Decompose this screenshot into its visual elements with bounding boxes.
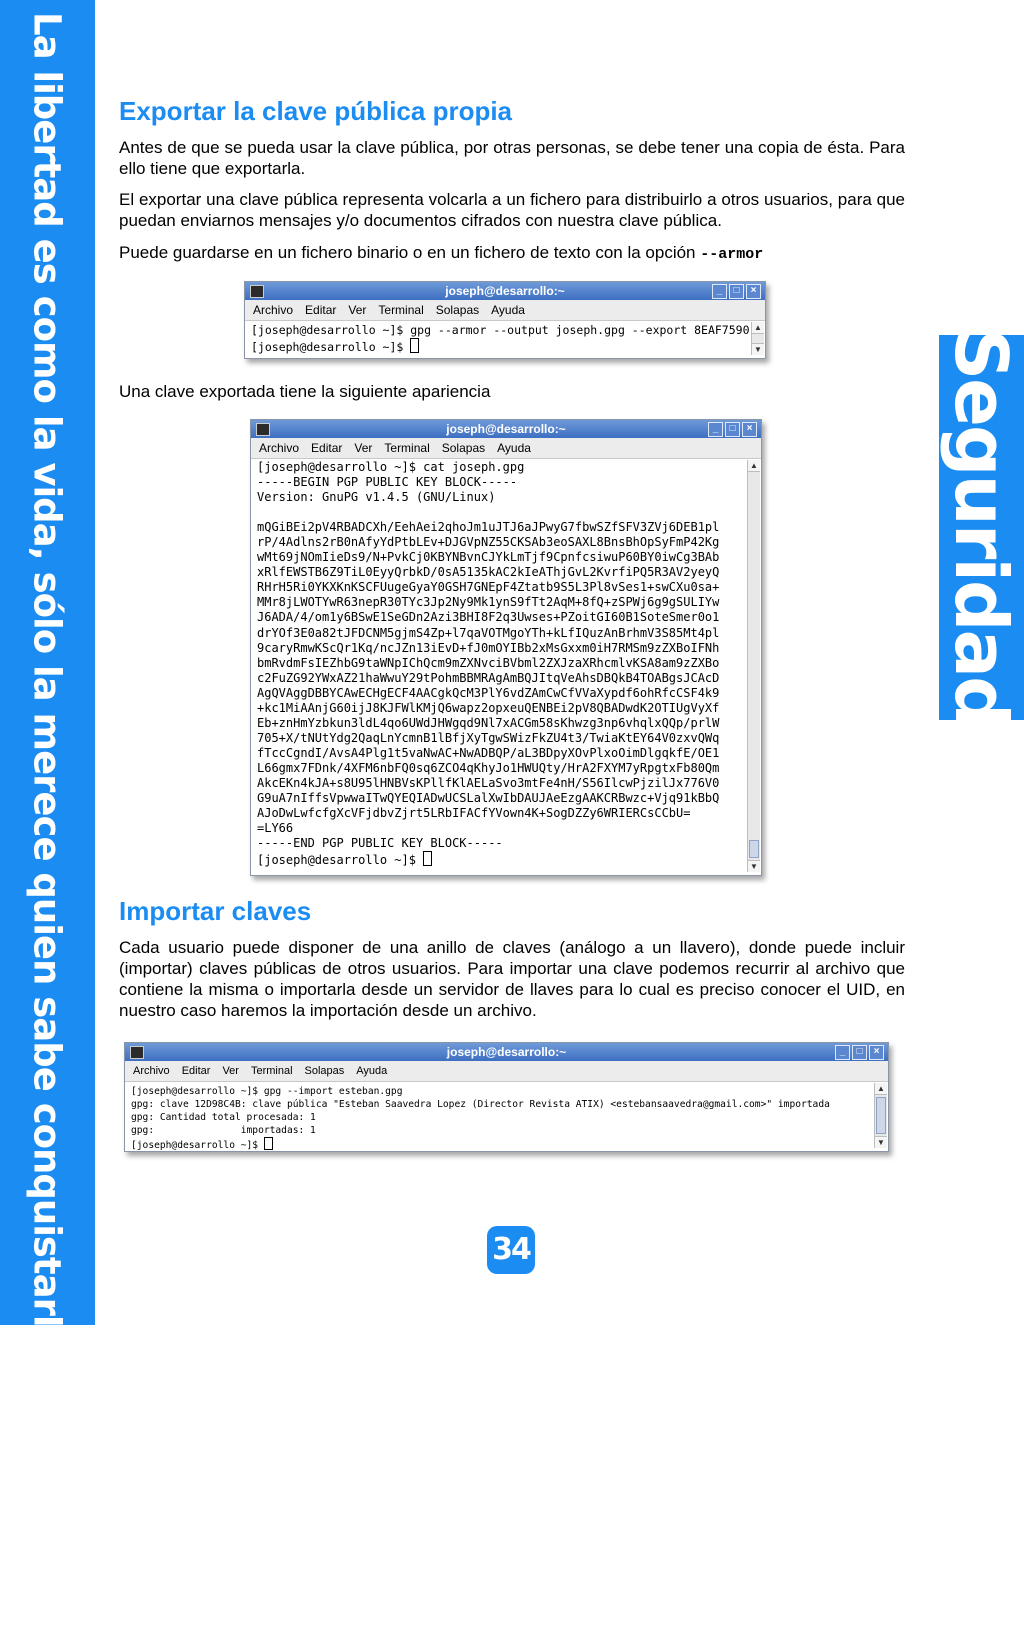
close-button[interactable]: × bbox=[746, 284, 761, 299]
terminal-line: xRlfEWSTB6Z9TiL0EyyQrbkD/0sA5135kAC2kIeAThjGvL2KvrfiPQ5R3AV2yeyQ bbox=[257, 565, 720, 580]
terminal-line: AJoDwLwfcfgXcVFjdbvZjrt5LRbIFACfYVown4K+SogDZZy6WRIERCsCCbU= bbox=[257, 806, 691, 821]
terminal-line: [joseph@desarrollo ~]$ cat joseph.gpg bbox=[257, 460, 525, 474]
terminal-title: joseph@desarrollo:~ bbox=[446, 1045, 567, 1059]
terminal-line: rP/4Adlns2rB0nAfyYdPtbLEv+DJGVpNZ55CKSAb3eoSAXL8BnsBhOpSyFmP42Kg bbox=[257, 535, 720, 550]
menu-terminal[interactable]: Terminal bbox=[384, 441, 430, 455]
terminal-line: AkcEKn4kJA+s8U95lHNBVsKPllfKlAELaSvo3mtFe4nH/S56IlcwPjzilJx776V0 bbox=[257, 775, 720, 790]
menu-solapas[interactable]: Solapas bbox=[441, 441, 486, 455]
terminal-line: bmRvdmFsIEZhbG9taWNpIChQcm9mZXNvciBVbml2ZXJzaXRhcmlvKSA8am9zZXBo bbox=[257, 655, 720, 670]
scroll-down-arrow-icon[interactable]: ▼ bbox=[875, 1136, 887, 1148]
close-button[interactable]: × bbox=[742, 422, 757, 437]
scroll-up-arrow-icon[interactable]: ▲ bbox=[748, 460, 760, 472]
text-cursor bbox=[264, 1137, 273, 1150]
terminal-line: =LY66 bbox=[257, 821, 294, 836]
terminal-titlebar bbox=[125, 1043, 888, 1061]
armor-option: --armor bbox=[700, 246, 764, 263]
terminal-line: [joseph@desarrollo ~]$ gpg --import esteban.gpg bbox=[131, 1086, 403, 1097]
terminal-line: mQGiBEi2pV4RBADCXh/EehAei2qhoJm1uJTJ6aJPwyG7fbwSZfSFV3ZVj6DEB1pl bbox=[257, 520, 720, 535]
terminal-window-import bbox=[124, 1042, 889, 1152]
export-paragraph-3-text: Puede guardarse en un fichero binario o en un fichero de texto con la opción bbox=[119, 243, 701, 262]
minimize-button[interactable]: _ bbox=[708, 422, 723, 437]
terminal-line: c2FuZG92YWxAZ21haWwuY29tPohmBBMRAgAmBQJItqVeAhsDBQkB4TOABgsJCAcD bbox=[257, 670, 720, 685]
terminal-line: MMr8jLWOTYwR63nepR30TYc3Jp2Ny9Mk1ynS9fTt2AqM+8fQ+zSPWj6g9gSULIYw bbox=[257, 595, 720, 610]
terminal-line bbox=[257, 505, 755, 520]
menu-editar[interactable]: Editar bbox=[181, 1065, 211, 1077]
terminal-line: G9uA7nIffsVpwwaITwQYEQIADwUCSLalXwIbDAUJAeEzgAAKCRBwzc+Vjq91kBbQ bbox=[257, 791, 720, 806]
menu-archivo[interactable]: Archivo bbox=[259, 441, 300, 455]
menu-solapas[interactable]: Solapas bbox=[435, 303, 480, 317]
menu-ver[interactable]: Ver bbox=[348, 303, 367, 317]
terminal-menubar bbox=[245, 300, 765, 321]
scrollbar-thumb[interactable] bbox=[749, 840, 759, 858]
menu-ver[interactable]: Ver bbox=[222, 1065, 239, 1077]
minimize-button[interactable]: _ bbox=[835, 1045, 850, 1060]
text-cursor bbox=[423, 851, 432, 866]
terminal-line: gpg: importadas: 1 bbox=[131, 1125, 316, 1136]
terminal-titlebar bbox=[245, 282, 765, 300]
menu-editar[interactable]: Editar bbox=[311, 441, 343, 455]
import-heading: Importar claves bbox=[119, 896, 312, 926]
menu-ayuda[interactable]: Ayuda bbox=[491, 303, 525, 317]
scroll-up-arrow-icon[interactable]: ▲ bbox=[875, 1083, 887, 1095]
maximize-button[interactable]: □ bbox=[725, 422, 740, 437]
section-tab-label: Seguridad bbox=[939, 328, 1023, 726]
terminal-scrollbar[interactable] bbox=[747, 460, 760, 872]
export-paragraph-4: Una clave exportada tiene la siguiente apariencia bbox=[119, 382, 491, 401]
terminal-scrollbar[interactable] bbox=[874, 1083, 887, 1148]
export-paragraph-3 bbox=[119, 242, 905, 265]
terminal-line: wMt69jNOmIieDs9/N+PvkCj0KBYNBvnCJYkLmTjf9CpnfcsiwuP60BY0iwCg3BAb bbox=[257, 550, 720, 565]
menu-ayuda[interactable]: Ayuda bbox=[356, 1065, 388, 1077]
terminal-window-key bbox=[250, 419, 762, 876]
menu-solapas[interactable]: Solapas bbox=[304, 1065, 345, 1077]
terminal-menubar bbox=[251, 438, 761, 459]
terminal-line: RHrH5Ri0YKXKnKSCFUugeGyaY0GSH7GNEpF4Ztatb9S5L3Pl8vSes1+swCXu0sa+ bbox=[257, 580, 720, 595]
side-banner bbox=[0, 0, 95, 1637]
terminal-output[interactable] bbox=[245, 321, 765, 356]
menu-terminal[interactable]: Terminal bbox=[250, 1065, 293, 1077]
terminal-title: joseph@desarrollo:~ bbox=[446, 422, 566, 436]
terminal-prompt: [joseph@desarrollo ~]$ bbox=[131, 1140, 264, 1151]
export-paragraph-2: El exportar una clave pública representa volcarla a un fichero para distribuirlo a otros usuarios, para que puedan enviarnos mensajes y/o documentos cifrados con nuestra clave pública. bbox=[119, 190, 905, 230]
maximize-button[interactable]: □ bbox=[852, 1045, 867, 1060]
terminal-line: +kc1MiAAnjG60ijJ8KJFWlKMjQ6wapz2opxeuQENBEi2pV8QBADwdK2OTIUgVyXf bbox=[257, 700, 720, 715]
terminal-scrollbar[interactable] bbox=[751, 322, 764, 355]
terminal-line: 705+X/tNUtYdg2QaqLnYcmnB1lBfjXyTgwSWizFkZU4t3/TwiaKtEY64V0zxvQWq bbox=[257, 730, 720, 745]
terminal-line: Eb+znHmYzbkun3ldL4qo6UWdJHWgqd9Nl7xACGm58sKhwzg3np6vhqlxQQp/prlW bbox=[257, 715, 720, 730]
export-paragraph-1: Antes de que se pueda usar la clave pública, por otras personas, se debe tener una copia de ésta. Para ello tiene que exportarla. bbox=[119, 138, 905, 178]
terminal-line: -----END PGP PUBLIC KEY BLOCK----- bbox=[257, 836, 503, 851]
menu-ver[interactable]: Ver bbox=[354, 441, 373, 455]
terminal-prompt: [joseph@desarrollo ~]$ bbox=[257, 853, 424, 868]
minimize-button[interactable]: _ bbox=[712, 284, 727, 299]
scrollbar-thumb[interactable] bbox=[876, 1097, 886, 1134]
scroll-up-arrow-icon[interactable]: ▲ bbox=[752, 322, 764, 334]
export-heading: Exportar la clave pública propia bbox=[119, 96, 513, 126]
terminal-output[interactable] bbox=[251, 459, 761, 873]
side-motto: La libertad es como la vida, sólo la merece quien sabe conquistarla todos los días bbox=[25, 12, 69, 1637]
import-paragraph: Cada usuario puede disponer de una anillo de claves (análogo a un llavero), donde puede incluir (importar) claves públicas de otros usuarios. Para importar una clave podemos recurrir al archivo que contiene la misma o importarla desde un servidor de llaves para lo cual es preciso conocer el UID, en nuestro caso haremos la importación desde un archivo. bbox=[119, 938, 905, 1020]
menu-terminal[interactable]: Terminal bbox=[378, 303, 424, 317]
scroll-down-arrow-icon[interactable]: ▼ bbox=[748, 860, 760, 872]
terminal-title: joseph@desarrollo:~ bbox=[445, 284, 565, 298]
maximize-button[interactable]: □ bbox=[729, 284, 744, 299]
terminal-line: gpg: Cantidad total procesada: 1 bbox=[131, 1112, 316, 1123]
text-cursor bbox=[410, 338, 419, 353]
terminal-lines bbox=[257, 460, 755, 851]
terminal-line: Version: GnuPG v1.4.5 (GNU/Linux) bbox=[257, 490, 496, 505]
terminal-line: 9caryRmwKScQr1Kq/ncJZn13iEvD+fJ0mOYIBb2xMsGxxm0iH7RMSm9zZXBoIFNh bbox=[257, 640, 720, 655]
close-button[interactable]: × bbox=[869, 1045, 884, 1060]
terminal-prompt: [joseph@desarrollo ~]$ bbox=[251, 340, 411, 354]
menu-editar[interactable]: Editar bbox=[305, 303, 337, 317]
terminal-output[interactable] bbox=[125, 1082, 888, 1149]
page-number: 34 bbox=[487, 1226, 535, 1274]
terminal-titlebar bbox=[251, 420, 761, 438]
terminal-line: gpg: clave 12D98C4B: clave pública "Esteban Saavedra Lopez (Director Revista ATIX) <estebansaavedra@gmail.com>" importada bbox=[131, 1099, 830, 1110]
menu-ayuda[interactable]: Ayuda bbox=[497, 441, 531, 455]
terminal-line: AgQVAggDBBYCAwECHgECF4AACgkQcM3PlY6vdZAmCwCfVVaXypdf6ohRfcCSF4k9 bbox=[257, 685, 720, 700]
menu-archivo[interactable]: Archivo bbox=[253, 303, 294, 317]
terminal-window-export bbox=[244, 281, 766, 359]
terminal-line: fTccCgndI/AvsA4Plg1t5vaNwAC+NwADBQP/aL3BDpyXOvPlxoOimDlgqkfE/OE1 bbox=[257, 745, 720, 760]
section-tab bbox=[939, 328, 1024, 726]
terminal-line: -----BEGIN PGP PUBLIC KEY BLOCK----- bbox=[257, 475, 518, 490]
terminal-menubar bbox=[125, 1061, 888, 1082]
terminal-line: L66gmx7FDnk/4XFM6nbFQ0sq6ZCO4qKhyJo1HWUQty/HrA2FXYM7yRpgtxFb80Qm bbox=[257, 760, 720, 775]
terminal-line: drYOf3E0a82tJFDCNM5gjmS4Zp+l7qaVOTMgoYTh+kLfIQuzAnBrhmV3S85Mt4pl bbox=[257, 625, 720, 640]
terminal-line: J6ADA/4/om1y6BSwE1SeGDn2Azi3BHI8F2q3Uwses+PZoitGI60B1SoteSmer0o1 bbox=[257, 610, 720, 625]
scroll-down-arrow-icon[interactable]: ▼ bbox=[752, 343, 764, 355]
menu-archivo[interactable]: Archivo bbox=[133, 1065, 170, 1077]
terminal-line: [joseph@desarrollo ~]$ gpg --armor --output joseph.gpg --export 8EAF7590 bbox=[251, 323, 750, 337]
